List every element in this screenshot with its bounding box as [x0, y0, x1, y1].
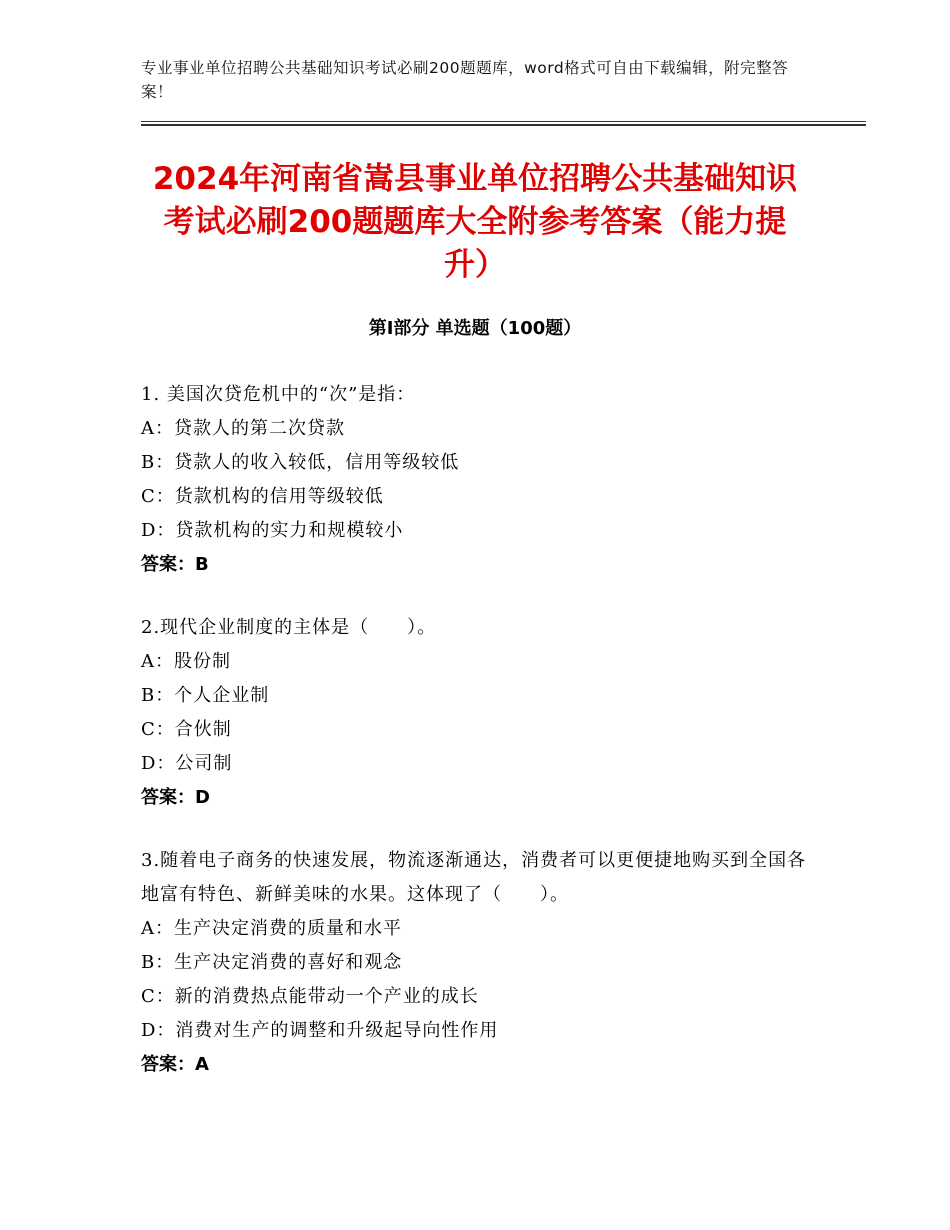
option-c: C：合伙制	[141, 719, 232, 740]
option-b: B：生产决定消费的喜好和观念	[141, 952, 403, 973]
option-d: D：公司制	[141, 753, 233, 774]
document-title: 2024年河南省嵩县事业单位招聘公共基础知识考试必刷200题题库大全附参考答案（能力提升）	[152, 161, 798, 283]
option-a: A：贷款人的第二次贷款	[141, 418, 345, 439]
option-a: A：股份制	[141, 651, 231, 672]
option-b: B：个人企业制	[141, 685, 270, 706]
question-3	[141, 844, 809, 1082]
question-stem: 3.随着电子商务的快速发展，物流逐渐通达，消费者可以更便捷地购买到全国各地富有特色、新鲜美味的水果。这体现了（ ）。	[141, 850, 807, 905]
section-heading: 第Ⅰ部分 单选题（100题）	[368, 318, 582, 339]
option-d: D：消费对生产的调整和升级起导向性作用	[141, 1020, 499, 1041]
option-c: C：货款机构的信用等级较低	[141, 486, 384, 507]
answer: 答案：B	[141, 554, 209, 575]
answer: 答案：A	[141, 1054, 209, 1075]
option-c: C：新的消费热点能带动一个产业的成长	[141, 986, 479, 1007]
question-stem: 2.现代企业制度的主体是（ ）。	[141, 617, 437, 638]
option-d: D：贷款机构的实力和规模较小	[141, 520, 404, 541]
answer: 答案：D	[141, 787, 210, 808]
question-list	[141, 378, 809, 1111]
option-a: A：生产决定消费的质量和水平	[141, 918, 402, 939]
question-stem: 1. 美国次贷危机中的“次”是指：	[141, 384, 416, 405]
header-divider-thin	[141, 121, 866, 122]
header-divider-thick	[141, 124, 866, 126]
question-1	[141, 378, 809, 582]
header-note: 专业事业单位招聘公共基础知识考试必刷200题题库，word格式可自由下载编辑，附完整答案！	[141, 59, 789, 101]
question-2	[141, 611, 809, 815]
option-b: B：贷款人的收入较低，信用等级较低	[141, 452, 460, 473]
